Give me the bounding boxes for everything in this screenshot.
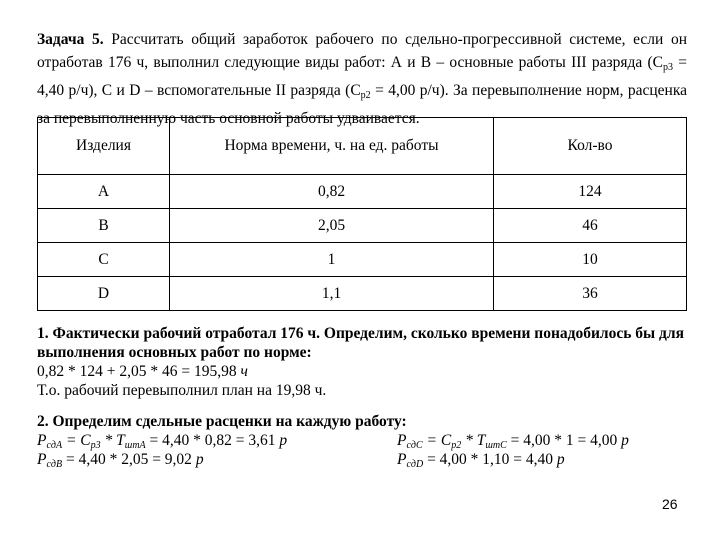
task-statement bbox=[37, 28, 687, 130]
cell-product: В bbox=[38, 209, 170, 243]
step1-heading: 1. Фактически рабочий отработал 176 ч. Определим, сколько времени понадобилось бы для выполнения основных работ по норме: bbox=[37, 325, 684, 361]
cell-qty: 36 bbox=[494, 277, 687, 311]
task-text-1: Рассчитать общий заработок рабочего по сдельно-прогрессивной системе, если он отработав 176 ч, выполнил следующие виды работ: А и В – основные работы III разряда (С bbox=[37, 31, 687, 71]
header-time-norm: Норма времени, ч. на ед. работы bbox=[170, 118, 494, 175]
cell-qty: 46 bbox=[494, 209, 687, 243]
formula-rate-c: $Р_{сдС} = С_{р2} * Т_{штС} = 4,00 * 1 = 4,00$ р bbox=[397, 432, 629, 451]
table-row bbox=[38, 243, 687, 277]
cell-qty: 10 bbox=[494, 243, 687, 277]
cell-norm: 2,05 bbox=[170, 209, 494, 243]
step1-calculation bbox=[37, 362, 697, 381]
table-row bbox=[38, 209, 687, 243]
table-row bbox=[38, 277, 687, 311]
step1-conclusion: Т.о. рабочий перевыполнил план на 19,98 ч. bbox=[37, 382, 327, 399]
formula-row-1 bbox=[37, 431, 697, 450]
task-sub-2: р2 bbox=[360, 90, 371, 101]
formula-row-2 bbox=[37, 450, 697, 469]
table-row bbox=[38, 175, 687, 209]
cell-product: А bbox=[38, 175, 170, 209]
formula-rate-b: $Р_{сдВ} = 4,40 * 2,05 = 9,02$ р bbox=[37, 451, 204, 470]
step1-calc-unit: ч bbox=[240, 363, 248, 380]
cell-qty: 124 bbox=[494, 175, 687, 209]
cell-norm: 0,82 bbox=[170, 175, 494, 209]
task-text-2: = 4,40 р/ч), С и D – вспомогательные II разряда (С bbox=[37, 54, 687, 99]
page-number: 26 bbox=[662, 496, 678, 512]
cell-product: D bbox=[38, 277, 170, 311]
formula-rate-a: $Р_{сдА} = С_{р3} * Т_{штА} = 4,40 * 0,82 = 3,61$ р bbox=[37, 432, 288, 451]
cell-norm: 1,1 bbox=[170, 277, 494, 311]
table-header-row bbox=[38, 118, 687, 175]
step1-calc-main: 0,82 * 124 + 2,05 * 46 = 195,98 bbox=[37, 363, 241, 380]
task-text-3: = 4,00 р/ч). За перевыполнение норм, расценка за перевыполненную часть основной работы удваивается. bbox=[37, 82, 687, 127]
work-table bbox=[37, 117, 687, 311]
header-quantity: Кол-во bbox=[494, 118, 687, 175]
task-label: Задача 5. bbox=[37, 31, 104, 48]
task-sub-1: р3 bbox=[662, 62, 673, 73]
step2-heading: 2. Определим сдельные расценки на каждую работу: bbox=[37, 413, 407, 430]
solution-step-2 bbox=[37, 412, 697, 469]
solution-step-1 bbox=[37, 324, 697, 400]
formula-rate-d: $Р_{сдD} = 4,00 * 1,10 = 4,40$ р bbox=[397, 451, 565, 470]
cell-norm: 1 bbox=[170, 243, 494, 277]
cell-product: С bbox=[38, 243, 170, 277]
header-products: Изделия bbox=[38, 118, 170, 175]
